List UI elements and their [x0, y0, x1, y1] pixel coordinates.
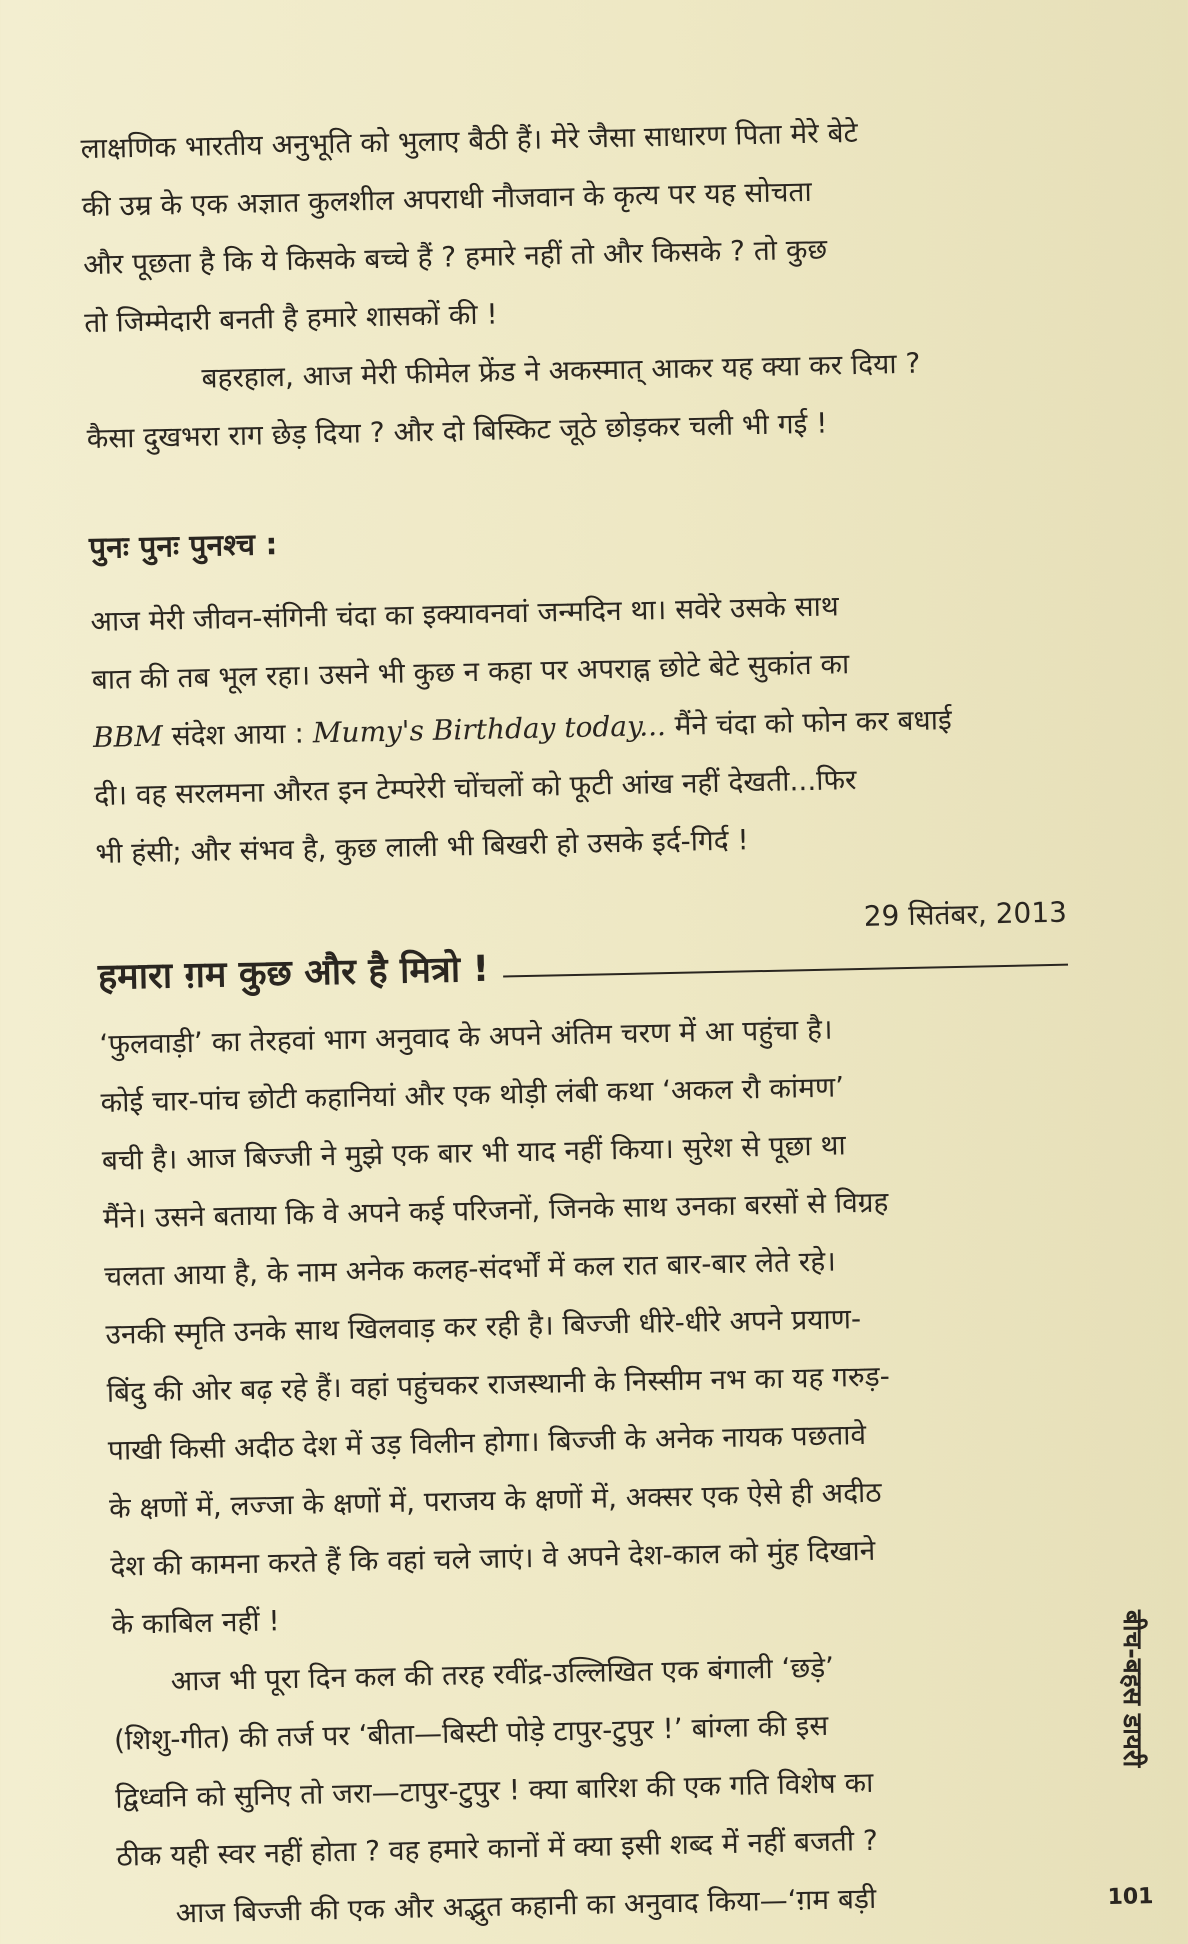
paragraph-5	[112, 1634, 1087, 1886]
entry-date: 29 सितंबर, 2013	[863, 895, 1068, 933]
text-line: के क्षणों में, लज्जा के क्षणों में, पराजय के क्षणों में, अक्सर एक ऐसे ही अदीठ	[108, 1475, 882, 1525]
text-line: दी। वह सरलमना औरत इन टेम्परेरी चोंचलों को फूटी आंख नहीं देखती...फिर	[93, 763, 857, 813]
paragraph-2	[85, 332, 1057, 468]
text-line: ‘फुलवाड़ी’ का तेरहवां भाग अनुवाद के अपने अंतिम चरण में आ पहुंचा है।	[99, 1012, 833, 1061]
text-line: द्विध्वनि को सुनिए तो जरा—टापुर-टुपुर ! क्या बारिश की एक गति विशेष का	[114, 1765, 874, 1815]
paragraph-3	[90, 573, 1066, 883]
text-line: चलता आया है, के नाम अनेक कलह-संदर्भों में कल रात बार-बार लेते रहे।	[103, 1244, 837, 1293]
text-line: आज बिज्जी की एक और अद्भुत कहानी का अनुवाद किया—‘ग़म बड़ी	[175, 1881, 877, 1930]
text-line: बची है। आज बिज्जी ने मुझे एक बार भी याद नहीं किया। सुरेश से पूछा था	[101, 1128, 847, 1177]
text-line: मैंने। उसने बताया कि वे अपने कई परिजनों, जिनके साथ उनका बरसों से विग्रह	[102, 1185, 889, 1235]
text-line: देश की कामना करते हैं कि वहां चले जाएं। वे अपने देश-काल को मुंह दिखाने	[110, 1533, 876, 1583]
entry-title: हमारा ग़म कुछ और है मित्रो !	[97, 948, 490, 998]
text-line: कोई चार-पांच छोटी कहानियां और एक थोड़ी लंबी कथा ‘अकल रौ कांमण’	[100, 1070, 845, 1119]
text-fragment: मैंने चंदा को फोन कर बधाई	[665, 703, 953, 743]
text-fragment: संदेश आया :	[162, 716, 314, 753]
text-line: (शिशु-गीत) की तर्ज पर ‘बीता—बिस्टी पोड़े टापुर-टुपुर !’ बांग्ला की इस	[113, 1708, 829, 1757]
paragraph-1	[80, 100, 1055, 352]
text-line: भी हंसी; और संभव है, कुछ लाली भी बिखरी हो उसके इर्द-गिर्द !	[95, 823, 750, 870]
bbm-text: BBM	[92, 719, 164, 755]
text-line: पाखी किसी अदीठ देश में उड़ विलीन होगा। बिज्जी के अनेक नायक पछतावे	[107, 1417, 867, 1467]
text-line: बात की तब भूल रहा। उसने भी कुछ न कहा पर अपराह्न छोटे बेटे सुकांत का	[91, 647, 850, 697]
text-line: बिंदु की ओर बढ़ रहे हैं। वहां पहुंचकर राजस्थानी के निस्सीम नभ का यह गरुड़-	[106, 1359, 891, 1409]
text-line: उनकी स्मृति उनके साथ खिलवाड़ कर रही है। बिज्जी धीरे-धीरे अपने प्रयाण-	[105, 1302, 862, 1351]
text-line: आज भी पूरा दिन कल की तरह रवींद्र-उल्लिखित एक बंगाली ‘छड़े’	[170, 1650, 835, 1698]
side-mark: बीच-बहस डायरी	[1117, 1610, 1147, 1768]
text-line: कैसा दुखभरा राग छेड़ दिया ? और दो बिस्किट जूठे छोड़कर चली भी गई !	[86, 406, 828, 456]
text-line: और पूछता है कि ये किसके बच्चे हैं ? हमारे नहीं तो और किसके ? तो कुछ	[82, 232, 828, 282]
text-line: ठीक यही स्वर नहीं होता ? वह हमारे कानों में क्या इसी शब्द में नहीं बजती ?	[116, 1823, 879, 1873]
page-number: 101	[1107, 1884, 1154, 1911]
text-line: आज मेरी जीवन-संगिनी चंदा का इक्यावनवां जन्मदिन था। सवेरे उसके साथ	[90, 589, 840, 639]
text-line: की उम्र के एक अज्ञात कुलशील अपराधी नौजवान के कृत्य पर यह सोचता	[81, 174, 812, 224]
text-line: तो जिम्मेदारी बनती है हमारे शासकों की !	[84, 297, 498, 340]
paragraph-4	[99, 996, 1082, 1654]
text-line: के काबिल नहीं !	[111, 1604, 281, 1641]
title-rule	[503, 964, 1068, 978]
text-line: लाक्षणिक भारतीय अनुभूति को भुलाए बैठी हैं। मेरे जैसा साधारण पिता मेरे बेटे	[80, 115, 858, 166]
section-heading: पुनः पुनः पुनश्च :	[88, 527, 278, 567]
message-text: Mumy's Birthday today...	[312, 709, 667, 750]
text-line: बहरहाल, आज मेरी फीमेल फ्रेंड ने अकस्मात् आकर यह क्या कर दिया ?	[201, 346, 921, 395]
